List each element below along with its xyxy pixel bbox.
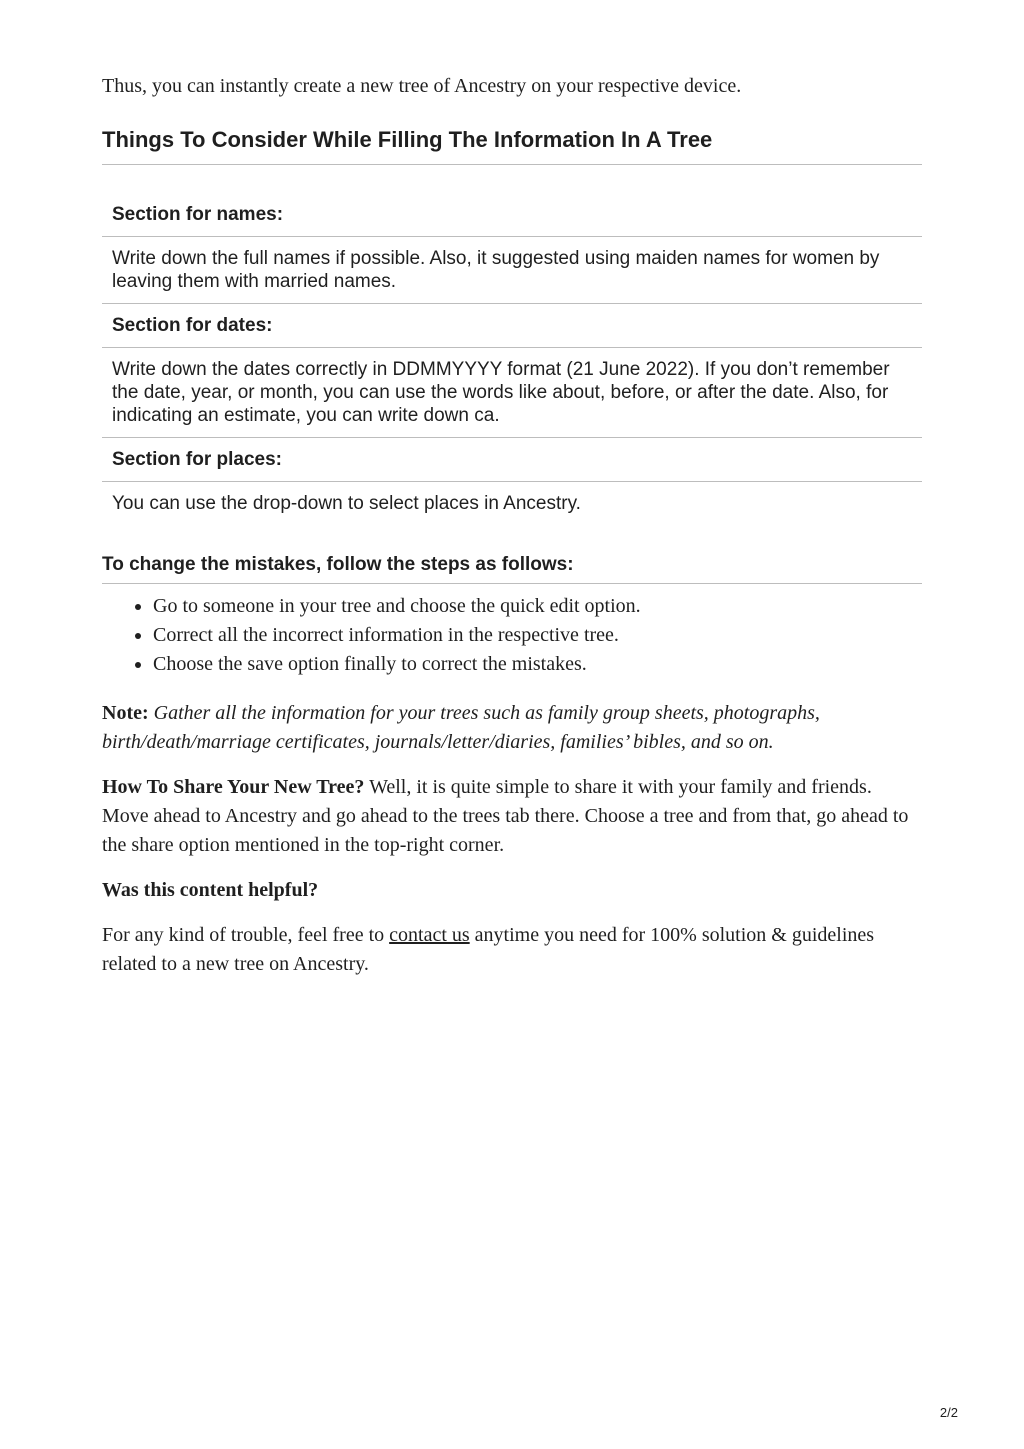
info-table [102, 193, 922, 525]
share-text: Well, it is quite simple to share it with your family and friends. Move ahead to Ancestry and go ahead to the trees tab there. Choose a tree and from that, go ahead to the share option mentioned in the top-right corner. [102, 776, 909, 856]
steps-heading: To change the mistakes, follow the steps as follows: [102, 553, 922, 584]
list-item: • Choose the save option finally to correct the mistakes. [153, 650, 922, 679]
contact-text-before: For any kind of trouble, feel free to [102, 924, 385, 946]
list-item: • Go to someone in your tree and choose the quick edit option. [153, 592, 922, 621]
list-item: • Correct all the incorrect information in the respective tree. [153, 621, 922, 650]
contact-us-link[interactable]: contact us [389, 924, 470, 946]
places-section-label: Section for places: [102, 438, 922, 482]
contact-paragraph [102, 921, 922, 979]
page-number: 2/2 [939, 1405, 958, 1420]
dates-section-text: Write down the dates correctly in DDMMYYYY format (21 June 2022). If you don’t remember the date, year, or month, you can use the words like about, before, or after the date. Also, for indicating an estimate, you can write down ca. [102, 348, 922, 438]
steps-list [102, 592, 922, 679]
helpful-heading: Was this content helpful? [102, 879, 319, 901]
note-paragraph [102, 699, 922, 757]
names-section-label: Section for names: [102, 193, 922, 237]
note-label: Note: [102, 702, 149, 724]
names-section-text: Write down the full names if possible. Also, it suggested using maiden names for women by leaving them with married names. [102, 237, 922, 304]
places-section-text: You can use the drop-down to select places in Ancestry. [112, 493, 581, 514]
section-heading: Things To Consider While Filling The Information In A Tree [102, 123, 922, 165]
document-page [102, 72, 922, 979]
note-text: Gather all the information for your trees such as family group sheets, photographs, birth/death/marriage certificates, journals/letter/diaries, families’ bibles, and so on. [102, 702, 820, 753]
dates-section-label: Section for dates: [102, 304, 922, 348]
intro-paragraph: Thus, you can instantly create a new tree of Ancestry on your respective device. [102, 75, 742, 97]
share-paragraph [102, 773, 922, 860]
share-label: How To Share Your New Tree? [102, 776, 365, 798]
contact-text-after: anytime you need for 100% solution & guidelines related to a new tree on Ancestry. [102, 924, 875, 975]
